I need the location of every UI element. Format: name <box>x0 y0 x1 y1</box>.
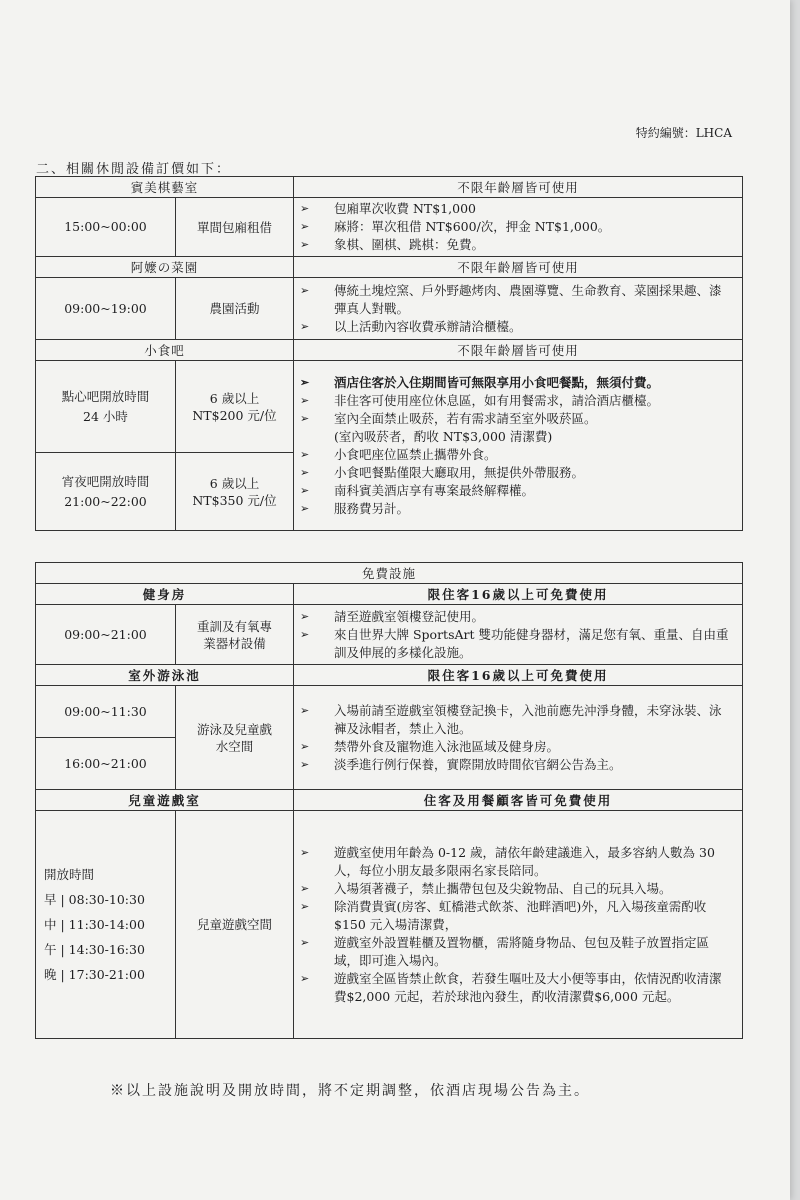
farm-time: 09:00~19:00 <box>36 278 176 340</box>
schedule-slot: 中 | 11:30-14:00 <box>44 917 145 932</box>
list-item: ➢ 除消費貴賓(房客、虹橋港式飲茶、池畔酒吧)外，凡入場孩童需酌收$150 元入場清潔費， <box>300 898 707 932</box>
farm-notes <box>294 278 743 340</box>
pool-title: 室外游泳池 <box>36 665 294 686</box>
leisure-facilities-table <box>35 176 743 531</box>
bullet-arrow-icon: ➢ <box>300 283 310 297</box>
list-item: ➢ 入場前請至遊戲室領樓登記換卡，入池前應先沖淨身體，未穿泳裝、泳褲及泳帽者，禁止入池。 <box>300 702 722 736</box>
list-item: ➢ 非住客可使用座位休息區，如有用餐需求，請洽酒店櫃檯。 <box>300 392 660 408</box>
list-item: ➢ 象棋、圍棋、跳棋：免費。 <box>300 237 485 252</box>
bullet-arrow-icon: ➢ <box>300 739 310 753</box>
farm-header-row <box>36 257 743 278</box>
bullet-arrow-icon: ➢ <box>300 220 310 233</box>
pool-time-afternoon: 16:00~21:00 <box>36 738 176 790</box>
gym-notes-list <box>294 606 742 664</box>
bullet-arrow-icon: ➢ <box>300 971 310 985</box>
bullet-arrow-icon: ➢ <box>300 447 310 461</box>
list-item: ➢ 服務費另計。 <box>300 500 410 516</box>
farm-access: 不限年齡層皆可使用 <box>294 257 743 278</box>
snack-bar-title: 小食吧 <box>36 340 294 361</box>
gym-access: 限住客16歲以上可免費使用 <box>294 584 743 605</box>
list-item: ➢ 南科賓美酒店享有專案最終解釋權。 <box>300 482 535 498</box>
list-item: ➢ 以上活動內容收費承辦請洽櫃檯。 <box>300 318 522 334</box>
dessert-bar-hours: 點心吧開放時間 24 小時 <box>36 361 176 453</box>
kids-detail-row <box>36 811 743 1039</box>
pool-service: 游泳及兒童戲 水空間 <box>176 686 294 790</box>
kids-notes-list <box>294 842 742 1008</box>
bullet-arrow-icon: ➢ <box>300 319 310 333</box>
snack-notes-list <box>294 372 742 520</box>
list-item: ➢ 包廂單次收費 NT$1,000 <box>300 201 477 216</box>
kids-service: 兒童遊戲空間 <box>176 811 294 1039</box>
list-item: ➢ 室內全面禁止吸菸，若有需求請至室外吸菸區。 <box>300 410 597 426</box>
farm-title: 阿嬤の菜園 <box>36 257 294 278</box>
list-item: (室內吸菸者，酌收 NT$3,000 清潔費) <box>334 428 553 444</box>
free-facilities-table <box>35 562 743 1039</box>
night-bar-price: 6 歲以上 NT$350 元/位 <box>176 453 294 531</box>
list-item: ➢ 酒店住客於入住期間皆可無限享用小食吧餐點，無須付費。 <box>300 374 660 390</box>
bullet-arrow-icon: ➢ <box>300 899 310 913</box>
snack-access: 不限年齡層皆可使用 <box>294 340 743 361</box>
bullet-arrow-icon: ➢ <box>300 935 310 949</box>
snack-header-row <box>36 340 743 361</box>
chess-notes-list <box>294 198 742 256</box>
chess-time: 15:00~00:00 <box>36 198 176 257</box>
pool-notes-list <box>294 700 742 776</box>
bullet-arrow-icon: ➢ <box>300 238 310 251</box>
bullet-arrow-icon: ➢ <box>300 393 310 407</box>
bullet-arrow-icon: ➢ <box>300 202 310 215</box>
farm-service: 農園活動 <box>176 278 294 340</box>
snack-notes <box>294 361 743 531</box>
pool-access: 限住客16歲以上可免費使用 <box>294 665 743 686</box>
list-item: ➢ 禁帶外食及寵物進入泳池區域及健身房。 <box>300 738 560 754</box>
bullet-arrow-icon: ➢ <box>300 757 310 771</box>
dessert-bar-price: 6 歲以上 NT$200 元/位 <box>176 361 294 453</box>
snack-row-daytime <box>36 361 743 453</box>
bullet-arrow-icon: ➢ <box>300 627 310 641</box>
night-bar-hours: 宵夜吧開放時間 21:00~22:00 <box>36 453 176 531</box>
list-item: ➢ 小食吧座位區禁止攜帶外食。 <box>300 446 497 462</box>
free-title-row <box>36 563 743 584</box>
reference-number: 特約編號：LHCA <box>635 126 732 140</box>
bullet-arrow-icon: ➢ <box>300 411 310 425</box>
schedule-slot: 早 | 08:30-10:30 <box>44 892 145 907</box>
kids-room-title: 兒童遊戲室 <box>36 790 294 811</box>
list-item: ➢ 遊戲室全區皆禁止飲食，若發生嘔吐及大小便等事由，依情況酌收清潔費$2,000 元起，若於球池內發生，酌收清潔費$6,000 元起。 <box>300 970 722 1004</box>
list-item: ➢ 遊戲室外設置鞋櫃及置物櫃，需將隨身物品、包包及鞋子放置指定區域，即可進入場內。 <box>300 934 710 968</box>
list-item: ➢ 小食吧餐點僅限大廳取用，無提供外帶服務。 <box>300 464 585 480</box>
chess-access: 不限年齡層皆可使用 <box>294 177 743 198</box>
section-heading: 二、相關休閒設備訂價如下： <box>36 162 232 177</box>
bullet-arrow-icon: ➢ <box>300 483 310 497</box>
kids-access: 住客及用餐顧客皆可免費使用 <box>294 790 743 811</box>
farm-notes-list <box>294 280 742 338</box>
pool-header-row <box>36 665 743 686</box>
farm-detail-row <box>36 278 743 340</box>
pool-notes <box>294 686 743 790</box>
bullet-arrow-icon: ➢ <box>300 375 310 389</box>
chess-header-row <box>36 177 743 198</box>
bullet-arrow-icon: ➢ <box>300 501 310 515</box>
gym-header-row <box>36 584 743 605</box>
list-item: ➢ 麻將：單次租借 NT$600/次，押金 NT$1,000。 <box>300 219 611 234</box>
schedule-title: 開放時間 <box>44 867 95 882</box>
chess-service: 單間包廂租借 <box>176 198 294 257</box>
list-item: ➢ 來自世界大牌 SportsArt 雙功能健身器材，滿足您有氧、重量、自由重訓及伸展的多樣化設施。 <box>300 626 729 660</box>
chess-detail-row <box>36 198 743 257</box>
gym-service: 重訓及有氧專 業器材設備 <box>176 605 294 665</box>
list-item: ➢ 遊戲室使用年齡為 0-12 歲，請依年齡建議進入，最多容納人數為 30 人，每位小朋友最多限兩名家長陪同。 <box>300 844 715 878</box>
list-item: ➢ 請至遊戲室領樓登記使用。 <box>300 608 485 624</box>
kids-notes <box>294 811 743 1039</box>
bullet-arrow-icon: ➢ <box>300 609 310 623</box>
schedule-slot: 午 | 14:30-16:30 <box>44 942 145 957</box>
chess-notes <box>294 198 743 257</box>
gym-detail-row <box>36 605 743 665</box>
pool-time-morning: 09:00~11:30 <box>36 686 176 738</box>
kids-schedule <box>36 811 176 1039</box>
bullet-arrow-icon: ➢ <box>300 845 310 859</box>
list-item: ➢ 傳統土塊焢窯、戶外野趣烤肉、農園導覽、生命教育、菜園採果趣、漆彈真人對戰。 <box>300 282 722 316</box>
kids-header-row <box>36 790 743 811</box>
schedule-slot: 晚 | 17:30-21:00 <box>44 967 145 982</box>
bullet-arrow-icon: ➢ <box>300 881 310 895</box>
gym-title: 健身房 <box>36 584 294 605</box>
gym-time: 09:00~21:00 <box>36 605 176 665</box>
list-item: ➢ 入場須著襪子，禁止攜帶包包及尖銳物品、自己的玩具入場。 <box>300 880 672 896</box>
free-facilities-title: 免費設施 <box>36 563 743 584</box>
footer-note: ※以上設施說明及開放時間，將不定期調整，依酒店現場公告為主。 <box>110 1083 590 1099</box>
bullet-arrow-icon: ➢ <box>300 703 310 717</box>
gym-notes <box>294 605 743 665</box>
chess-room-title: 賓美棋藝室 <box>36 177 294 198</box>
pool-row-morning <box>36 686 743 738</box>
list-item: ➢ 淡季進行例行保養，實際開放時間依官網公告為主。 <box>300 756 622 772</box>
bullet-arrow-icon: ➢ <box>300 465 310 479</box>
